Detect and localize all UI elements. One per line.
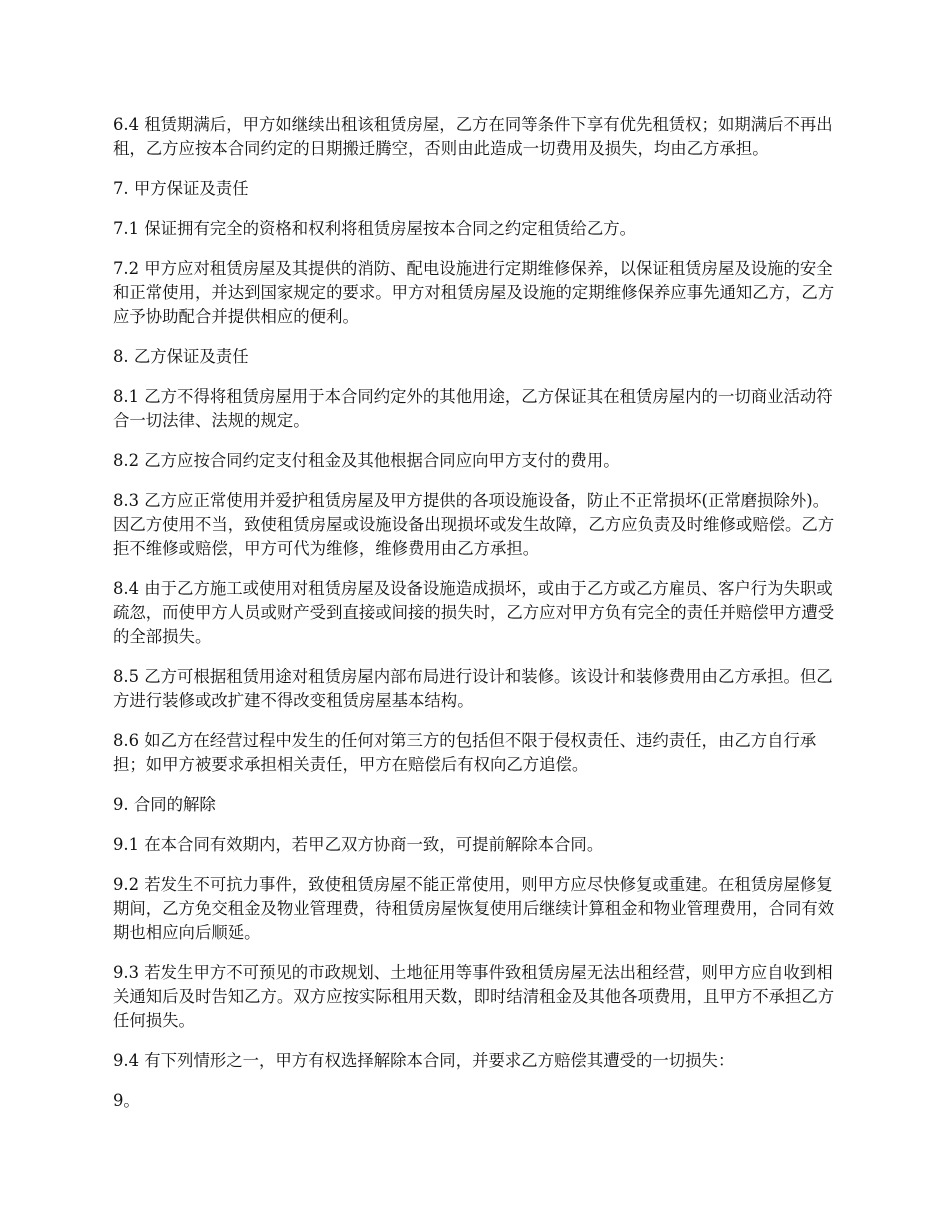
clause-8-2: 8.2 乙方应按合同约定支付租金及其他根据合同应向甲方支付的费用。 <box>113 451 620 470</box>
clause-8-5: 8.5 乙方可根据租赁用途对租赁房屋内部布局进行设计和装修。该设计和装修费用由乙方承担。但乙方进行装修或改扩建不得改变租赁房屋基本结构。 <box>113 667 833 710</box>
clause-8-3: 8.3 乙方应正常使用并爱护租赁房屋及甲方提供的各项设施设备，防止不正常损坏(正常磨损除外)。因乙方使用不当，致使租赁房屋或设施设备出现损坏或发生故障，乙方应负责及时维修或赔偿。乙方拒不维修或赔偿，甲方可代为维修，维修费用由乙方承担。 <box>113 491 835 558</box>
clause-9-1: 9.1 在本合同有效期内，若甲乙双方协商一致，可提前解除本合同。 <box>113 835 604 854</box>
clause-9-3: 9.3 若发生甲方不可预见的市政规划、土地征用等事件致租赁房屋无法出租经营，则甲方应自收到相关通知后及时告知乙方。双方应按实际租用天数，即时结清租金及其他各项费用，且甲方不承担乙方任何损失。 <box>113 963 835 1030</box>
clause-8-1: 8.1 乙方不得将租赁房屋用于本合同约定外的其他用途，乙方保证其在租赁房屋内的一切商业活动符合一切法律、法规的规定。 <box>113 387 833 430</box>
clause-8-6: 8.6 如乙方在经营过程中发生的任何对第三方的包括但不限于侵权责任、违约责任，由乙方自行承担；如甲方被要求承担相关责任，甲方在赔偿后有权向乙方追偿。 <box>113 731 817 774</box>
section-heading-7: 7. 甲方保证及责任 <box>113 179 249 198</box>
clause-9-4: 9.4 有下列情形之一，甲方有权选择解除本合同，并要求乙方赔偿其遭受的一切损失： <box>113 1051 735 1070</box>
section-heading-9: 9. 合同的解除 <box>113 795 216 814</box>
clause-8-4: 8.4 由于乙方施工或使用对租赁房屋及设备设施造成损坏，或由于乙方或乙方雇员、客户行为失职或疏忽，而使甲方人员或财产受到直接或间接的损失时，乙方应对甲方负有完全的责任并赔偿甲方遭受的全部损失。 <box>113 579 835 646</box>
clause-7-1: 7.1 保证拥有完全的资格和权利将租赁房屋按本合同之约定租赁给乙方。 <box>113 219 636 238</box>
document-body <box>113 113 843 1129</box>
clause-6-4: 6.4 租赁期满后，甲方如继续出租该租赁房屋，乙方在同等条件下享有优先租赁权；如期满后不再出租，乙方应按本合同约定的日期搬迁腾空，否则由此造成一切费用及损失，均由乙方承担。 <box>113 115 833 158</box>
trailing-paragraph: 9。 <box>113 1091 140 1110</box>
clause-7-2: 7.2 甲方应对租赁房屋及其提供的消防、配电设施进行定期维修保养，以保证租赁房屋及设施的安全和正常使用，并达到国家规定的要求。甲方对租赁房屋及设施的定期维修保养应事先通知乙方，乙方应予协助配合并提供相应的便利。 <box>113 259 835 326</box>
clause-9-2: 9.2 若发生不可抗力事件，致使租赁房屋不能正常使用，则甲方应尽快修复或重建。在租赁房屋修复期间，乙方免交租金及物业管理费，待租赁房屋恢复使用后继续计算租金和物业管理费用，合同有效期也相应向后顺延。 <box>113 875 835 942</box>
section-heading-8: 8. 乙方保证及责任 <box>113 347 249 366</box>
